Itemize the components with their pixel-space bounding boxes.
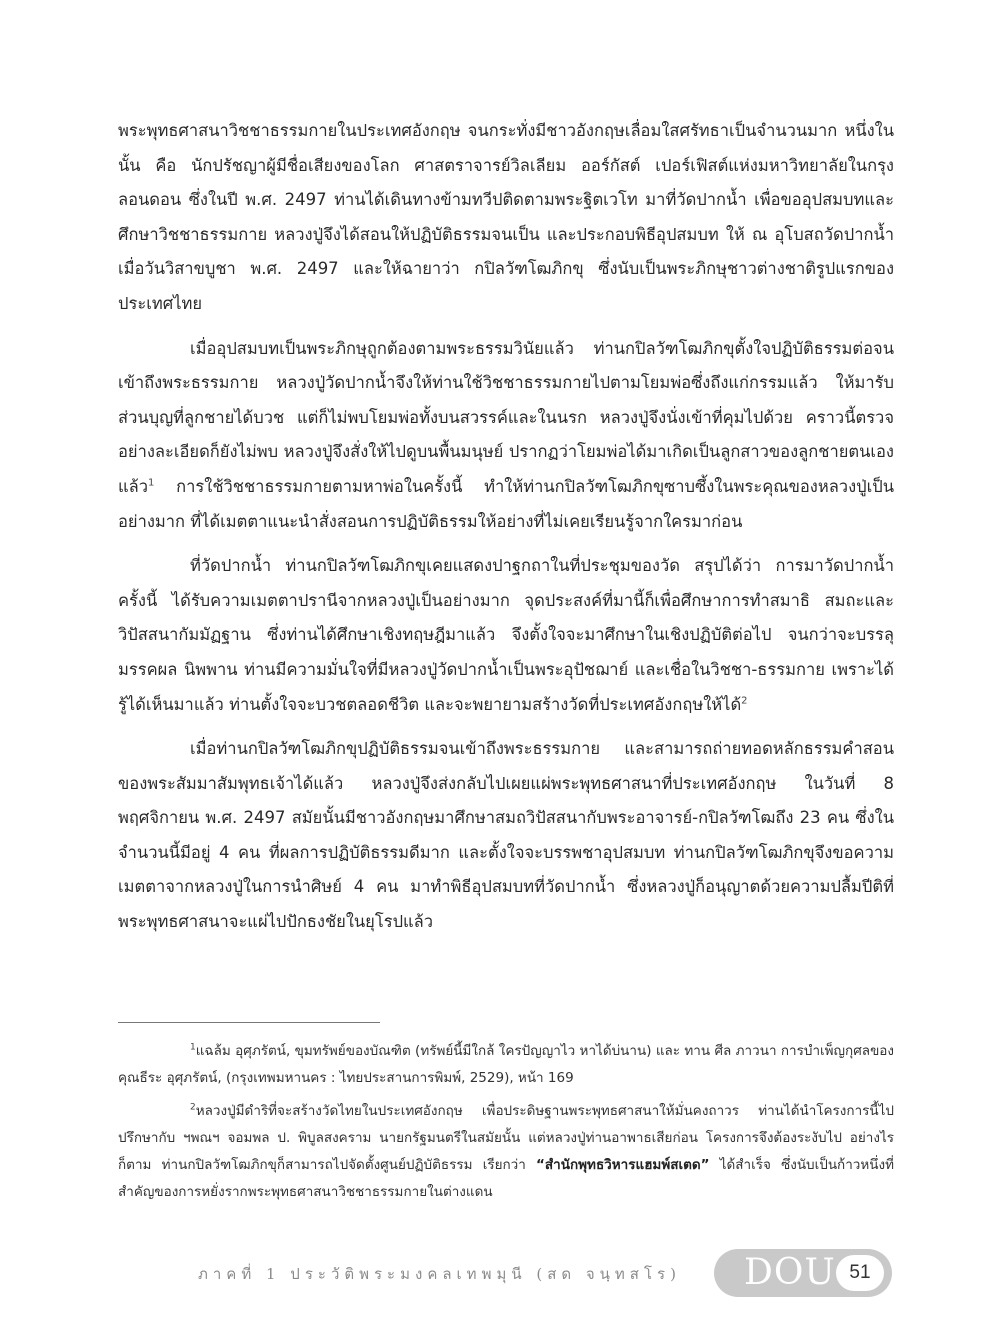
footnote-bold-name: “สำนักพุทธวิหารแฮมพ์สเตด” [536,1157,710,1173]
dou-logo: DOU [744,1252,836,1293]
footnote-ref-1[interactable]: 1 [148,477,155,489]
dou-page-badge [714,1249,892,1297]
footnotes [118,1038,894,1206]
main-text [118,114,894,940]
footnote-ref-2[interactable]: 2 [741,695,748,706]
paragraph-text: เมื่ออุปสมบทเป็นพระภิกษุถูกต้องตามพระธรรมวินัยแล้ว ท่านกปิลวัฑโฒภิกขุตั้งใจปฏิบัติธรรมต่อจนเข้าถึงพระธรรมกาย หลวงปู่วัดปากน้ำจึงให้ท่านใช้วิชชาธรรมกายไปตามโยมพ่อซึ่งถึงแก่กรรมแล้ว ให้มารับส่วนบุญที่ลูกชายได้บวช แต่ก็ไม่พบโยมพ่อทั้งบนสวรรค์และในนรก หลวงปู่จึงนั่งเข้าที่คุมไปด้วย คราวนี้ตรวจอย่างละเอียดก็ยังไม่พบ หลวงปู่จึงสั่งให้ไปดูบนพื้นมนุษย์ ปรากฏว่าโยมพ่อได้มาเกิดเป็นลูกสาวของลูกชายตนเองแล้ว [118,338,894,496]
footnote-divider [118,1022,380,1023]
footnote-text: แฉล้ม อุศุภรัตน์, ขุมทรัพย์ของบัณฑิต (ทรัพย์นี้มีใกล้ ใครปัญญาไว หาได้บ่นาน) และ ทาน ศีล ภาวนา การบำเพ็ญกุศลของคุณธีระ อุศุภรัตน์, (กรุงเทพมหานคร : ไทยประสานการพิมพ์, 2529), หน้า 169 [118,1043,894,1086]
paragraph-3 [118,549,894,722]
paragraph-2 [118,332,894,540]
paragraph-text: ที่วัดปากน้ำ ท่านกปิลวัฑโฒภิกขุเคยแสดงปาฐกถาในที่ประชุมของวัด สรุปได้ว่า การมาวัดปากน้ำครั้งนี้ ได้รับความเมตตาปรานีจากหลวงปู่เป็นอย่างมาก จุดประสงค์ที่มานี้ก็เพื่อศึกษาการทำสมาธิ สมถะและวิปัสสนากัมมัฏฐาน ซึ่งท่านได้ศึกษาเชิงทฤษฎีมาแล้ว จึงตั้งใจจะมาศึกษาในเชิงปฏิบัติต่อไป จนกว่าจะบรรลุมรรคผล นิพพาน ท่านมีความมั่นใจที่มีหลวงปู่วัดปากน้ำเป็นพระอุปัชฌาย์ และเชื่อในวิชชา-ธรรมกาย เพราะได้รู้ได้เห็นมาแล้ว ท่านตั้งใจจะบวชตลอดชีวิต และจะพยายามสร้างวัดที่ประเทศอังกฤษให้ได้ [118,556,894,714]
paragraph-text: เมื่อท่านกปิลวัฑโฒภิกขุปฏิบัติธรรมจนเข้าถึงพระธรรมกาย และสามารถถ่ายทอดหลักธรรมคำสอนของพระสัมมาสัมพุทธเจ้าได้แล้ว หลวงปู่จึงส่งกลับไปเผยแผ่พระพุทธศาสนาที่ประเทศอังกฤษ ในวันที่ 8 พฤศจิกายน พ.ศ. 2497 สมัยนั้นมีชาวอังกฤษมาศึกษาสมถวิปัสสนากับพระอาจารย์-กปิลวัฑโฒถึง 23 คน ซึ่งในจำนวนนี้มีอยู่ 4 คน ที่ผลการปฏิบัติธรรมดีมาก และตั้งใจจะบรรพชาอุปสมบท ท่านกปิลวัฑโฒภิกขุจึงขอความเมตตาจากหลวงปู่ในการนำศิษย์ 4 คน มาทำพิธีอุปสมบทที่วัดปากน้ำ ซึ่งหลวงปู่ก็อนุญาตด้วยความปลื้มปีติที่พระพุทธศาสนาจะแผ่ไปปักธงชัยในยุโรปแล้ว [118,739,894,932]
page-number: 51 [836,1255,884,1291]
footnote-2 [118,1098,894,1206]
paragraph-4 [118,732,894,940]
paragraph-text-continued: การใช้วิชชาธรรมกายตามหาพ่อในครั้งนี้ ทำให้ท่านกปิลวัฑโฒภิกขุซาบซึ้งในพระคุณของหลวงปู่เป็นอย่างมาก ที่ได้เมตตาแนะนำสั่งสอนการปฏิบัติธรรมให้อย่างที่ไม่เคยเรียนรู้จากใครมาก่อน [118,476,894,531]
footnote-text: หลวงปู่มีดำริที่จะสร้างวัดไทยในประเทศอังกฤษ เพื่อประดิษฐานพระพุทธศาสนาให้มั่นคงถาวร ท่านได้นำโครงการนี้ไปปรึกษากับ ฯพณฯ จอมพล ป. พิบูลสงคราม นายกรัฐมนตรีในสมัยนั้น แต่หลวงปู่ท่านอาพาธเสียก่อน โครงการจึงต้องระงับไป อย่างไรก็ตาม ท่านกปิลวัฑโฒภิกขุก็สามารถไปจัดตั้งศูนย์ปฏิบัติธรรม เรียกว่า [118,1103,894,1173]
footnote-number: 2 [190,1102,196,1113]
footnote-number: 1 [190,1042,196,1053]
paragraph-text: พระพุทธศาสนาวิชชาธรรมกายในประเทศอังกฤษ จนกระทั่งมีชาวอังกฤษเลื่อมใสศรัทธาเป็นจำนวนมาก หนึ่งในนั้น คือ นักปรัชญาผู้มีชื่อเสียงของโลก ศาสตราจารย์วิลเลียม ออร์กัสต์ เปอร์เฟิสต์แห่งมหาวิทยาลัยในกรุงลอนดอน ซึ่งในปี พ.ศ. 2497 ท่านได้เดินทางข้ามทวีปติดตามพระฐิตเวโท มาที่วัดปากน้ำ เพื่อขออุปสมบทและศึกษาวิชชาธรรมกาย หลวงปู่จึงได้สอนให้ปฏิบัติธรรมจนเป็น และประกอบพิธีอุปสมบท ให้ ณ อุโบสถวัดปากน้ำ เมื่อวันวิสาขบูชา พ.ศ. 2497 และให้ฉายาว่า กปิลวัฑโฒภิกขุ ซึ่งนับเป็นพระภิกษุชาวต่างชาติรูปแรกของประเทศไทย [118,121,894,313]
footnote-1 [118,1038,894,1092]
paragraph-1 [118,114,894,322]
footnote-text-continued: ได้สำเร็จ ซึ่งนับเป็นก้าวหนึ่งที่สำคัญของการหยั่งรากพระพุทธศาสนาวิชชาธรรมกายในต่างแดน [118,1157,894,1200]
running-title: ภาคที่ 1 ประวัติพระมงคลเทพมุนี (สด จนฺทสโร) [198,1265,681,1283]
